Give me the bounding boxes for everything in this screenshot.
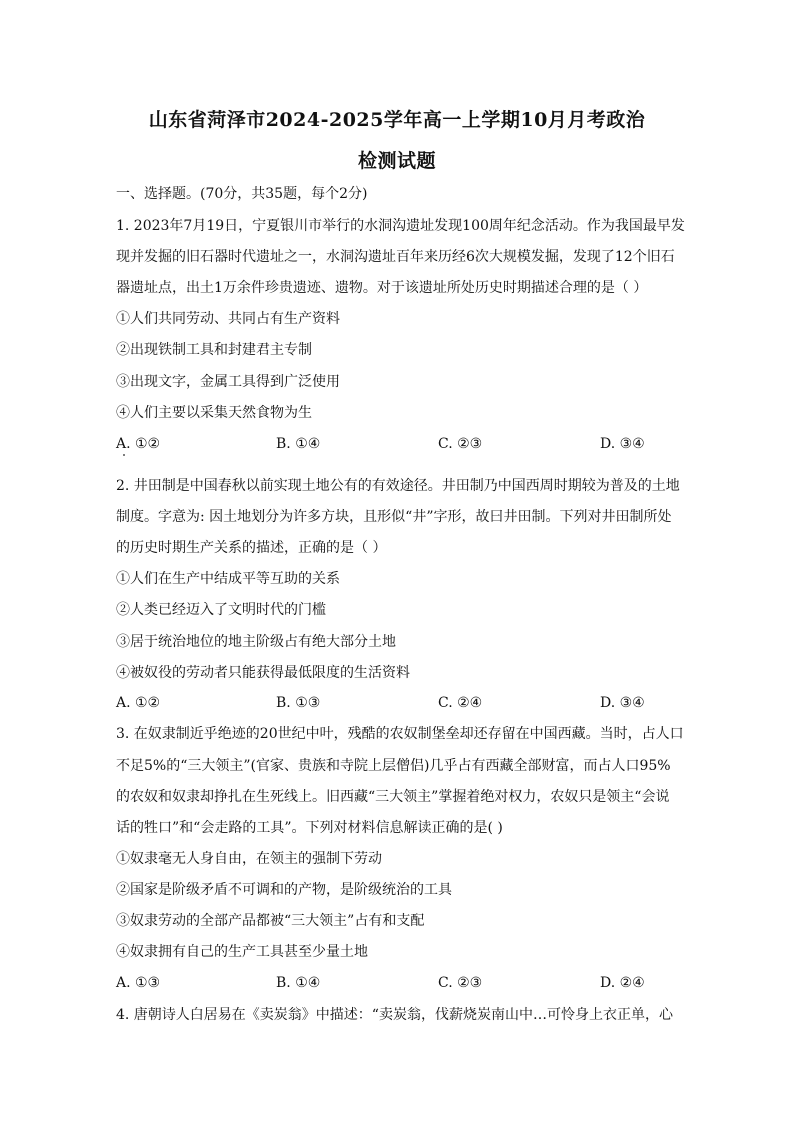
option-d: D. ②④ (600, 975, 645, 991)
document-subtitle: 检测试题 (357, 150, 436, 172)
statement: ②人类已经迈入了文明时代的门槛 (116, 602, 326, 618)
statement: ③居于统治地位的地主阶级占有绝大部分土地 (116, 634, 396, 650)
statement: ④被奴役的劳动者只能获得最低限度的生活资料 (116, 665, 410, 681)
option-b: B. ①④ (276, 975, 321, 991)
statement: ④奴隶拥有自己的生产工具甚至少量土地 (116, 944, 368, 960)
statement: ②出现铁制工具和封建君主专制 (116, 342, 312, 358)
question-text-line: 4. 唐朝诗人白居易在《卖炭翁》中描述：“卖炭翁，伐薪烧炭南山中…可怜身上衣正单，心 (116, 1007, 673, 1023)
statement: ③出现文字，金属工具得到广泛使用 (116, 374, 340, 390)
option-c: C. ②③ (438, 975, 483, 991)
question-text-line: 的历史时期生产关系的描述，正确的是（ ） (116, 540, 387, 556)
statement: ①奴隶毫无人身自由，在领主的强制下劳动 (116, 851, 382, 867)
question-text-line: 3. 在奴隶制近乎绝迹的20世纪中叶，残酷的农奴制堡垒却还存留在中国西藏。当时，占人口 (116, 726, 684, 742)
statement: ③奴隶劳动的全部产品都被“三大领主”占有和支配 (116, 913, 425, 929)
section-heading: 一、选择题。(70分，共35题，每个2分) (116, 186, 368, 202)
statement: ①人们共同劳动、共同占有生产资料 (116, 311, 340, 327)
statement: ②国家是阶级矛盾不可调和的产物，是阶级统治的工具 (116, 882, 452, 898)
answer-options (116, 973, 686, 993)
option-a: A. ①③ (116, 975, 161, 991)
answer-options (116, 693, 686, 713)
question-text-line: 器遗址点，出土1万余件珍贵遗迹、遗物。对于该遗址所处历史时期描述合理的是（ ） (116, 280, 648, 296)
option-b: B. ①③ (276, 695, 321, 711)
document-title: 山东省菏泽市2024-2025学年高一上学期10月月考政治 (148, 109, 646, 131)
answer-options (116, 434, 686, 454)
question-text-line: 1. 2023年7月19日，宁夏银川市举行的水洞沟遗址发现100周年纪念活动。作为我国最早发 (116, 218, 685, 234)
question-text-line: 2. 井田制是中国春秋以前实现土地公有的有效途径。井田制乃中国西周时期较为普及的土地 (116, 478, 680, 494)
option-b: B. ①④ (276, 436, 321, 452)
question-text-line: 话的牲口”和“会走路的工具”。下列对材料信息解读正确的是( ) (116, 820, 503, 836)
option-d: D. ③④ (600, 695, 645, 711)
option-c: C. ②④ (438, 695, 483, 711)
question-text-line: 不足5%的“三大领主”(官家、贵族和寺院上层僧侣)几乎占有西藏全部财富，而占人口95% (116, 758, 671, 774)
stray-dot (123, 454, 125, 456)
statement: ④人们主要以采集天然食物为生 (116, 405, 312, 421)
statement: ①人们在生产中结成平等互助的关系 (116, 571, 340, 587)
option-d: D. ③④ (600, 436, 645, 452)
question-text-line: 现并发掘的旧石器时代遗址之一，水洞沟遗址百年来历经6次大规模发掘，发现了12个旧石 (116, 249, 675, 265)
question-text-line: 的农奴和奴隶却挣扎在生死线上。旧西藏“三大领主”掌握着绝对权力，农奴只是领主“会说 (116, 789, 670, 805)
question-text-line: 制度。字意为: 因土地划分为许多方块，且形似“井”字形，故曰井田制。下列对井田制所处 (116, 509, 672, 525)
option-a: A. ①② (116, 436, 161, 452)
option-a: A. ①② (116, 695, 161, 711)
option-c: C. ②③ (438, 436, 483, 452)
